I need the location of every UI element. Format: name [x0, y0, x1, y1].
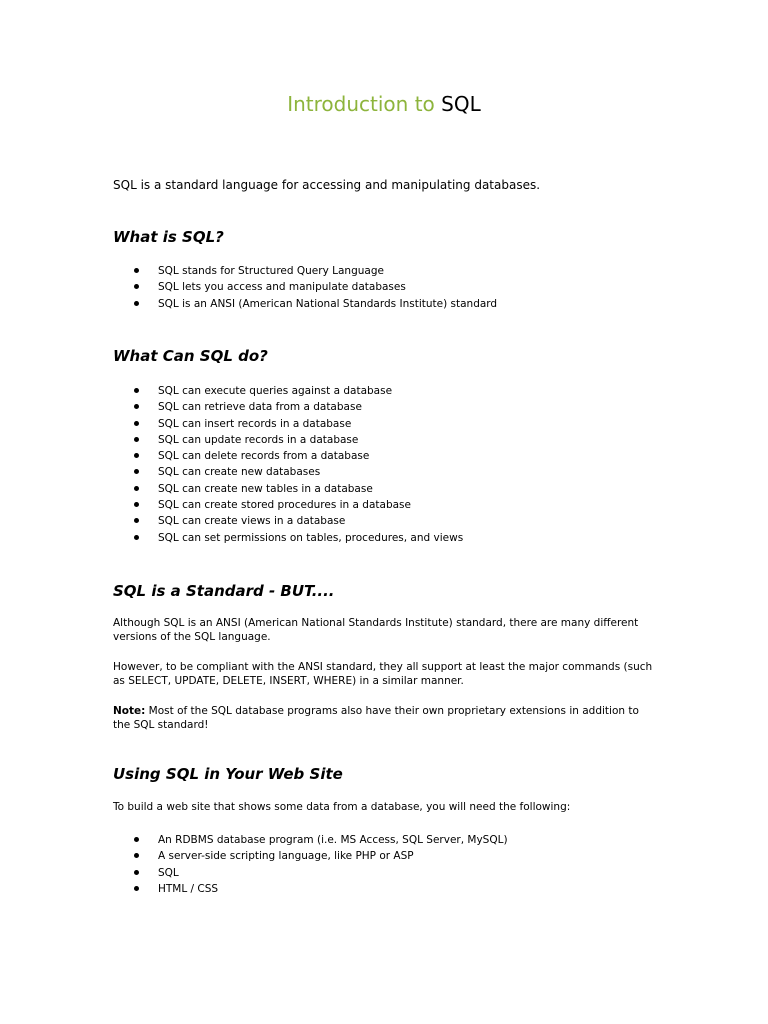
list-item-text: SQL can create stored procedures in a database [158, 499, 411, 512]
list-item [113, 881, 508, 897]
bullet-icon [134, 268, 139, 273]
list-item-text: SQL can set permissions on tables, procedures, and views [158, 531, 464, 544]
list-item [113, 530, 463, 546]
bullet-icon [134, 421, 139, 426]
bullet-icon [134, 437, 139, 442]
page-title [0, 91, 768, 117]
heading-using-sql-web-site: Using SQL in Your Web Site [113, 765, 343, 783]
list-item-text: SQL stands for Structured Query Language [158, 265, 384, 277]
heading-what-is-sql: What is SQL? [113, 228, 224, 246]
bullet-icon [134, 837, 139, 842]
bullet-icon [134, 469, 139, 474]
list-item [113, 448, 463, 464]
list-item [113, 464, 463, 480]
note-text: Most of the SQL database programs also have their own proprietary extensions in addition to the SQL standard! [113, 705, 639, 731]
list-item [113, 865, 508, 881]
bullet-icon [134, 486, 139, 491]
bullet-icon [134, 535, 139, 540]
list-item-text: A server-side scripting language, like PHP or ASP [158, 850, 414, 863]
list-item [113, 497, 463, 513]
list-item-text: SQL can create views in a database [158, 515, 346, 528]
list-item [113, 513, 463, 529]
list-item [113, 399, 463, 415]
heading-sql-standard: SQL is a Standard - BUT.... [113, 582, 335, 600]
list-item [113, 848, 508, 864]
bullet-icon [134, 886, 139, 891]
note-label: Note: [113, 705, 146, 717]
list-item-text: SQL can insert records in a database [158, 417, 352, 430]
list-what-can-sql-do [113, 383, 463, 546]
list-item-text: An RDBMS database program (i.e. MS Access, SQL Server, MySQL) [158, 834, 508, 846]
list-item-text: SQL lets you access and manipulate databases [158, 281, 406, 294]
note-paragraph [113, 705, 658, 732]
list-item [113, 296, 497, 312]
heading-what-can-sql-do: What Can SQL do? [113, 347, 268, 365]
bullet-icon [134, 502, 139, 507]
list-web-site-requirements [113, 832, 508, 897]
list-item [113, 263, 497, 279]
list-item-text: SQL is an ANSI (American National Standards Institute) standard [158, 297, 498, 310]
list-item [113, 432, 463, 448]
bullet-icon [134, 453, 139, 458]
list-item [113, 481, 463, 497]
bullet-icon [134, 853, 139, 858]
list-item-text: SQL can delete records from a database [158, 450, 370, 463]
list-item [113, 383, 463, 399]
bullet-icon [134, 404, 139, 409]
list-item-text: SQL can retrieve data from a database [158, 401, 362, 414]
standard-paragraph-1: Although SQL is an ANSI (American National Standards Institute) standard, there are many different versions of the SQL language. [113, 617, 639, 643]
bullet-icon [134, 870, 139, 875]
list-item-text: HTML / CSS [158, 882, 219, 895]
list-item-text: SQL [158, 866, 179, 879]
list-item [113, 279, 497, 295]
bullet-icon [134, 284, 139, 289]
bullet-icon [134, 518, 139, 523]
list-what-is-sql [113, 263, 497, 312]
list-item-text: SQL can create new databases [158, 466, 321, 479]
list-item-text: SQL can create new tables in a database [158, 482, 373, 495]
intro-paragraph: SQL is a standard language for accessing and manipulating databases. [113, 178, 541, 192]
website-paragraph: To build a web site that shows some data from a database, you will need the following: [113, 801, 571, 813]
list-item-text: SQL can update records in a database [158, 433, 359, 446]
standard-paragraph-2: However, to be compliant with the ANSI standard, they all support at least the major commands (such as SELECT, UPDATE, DELETE, INSERT, WHERE) in a similar manner. [113, 661, 653, 687]
list-item-text: SQL can execute queries against a database [158, 385, 393, 397]
list-item [113, 416, 463, 432]
bullet-icon [134, 301, 139, 306]
list-item [113, 832, 508, 848]
bullet-icon [134, 388, 139, 393]
title-part-intro: Introduction to [287, 92, 435, 116]
title-part-sql: SQL [441, 92, 481, 116]
